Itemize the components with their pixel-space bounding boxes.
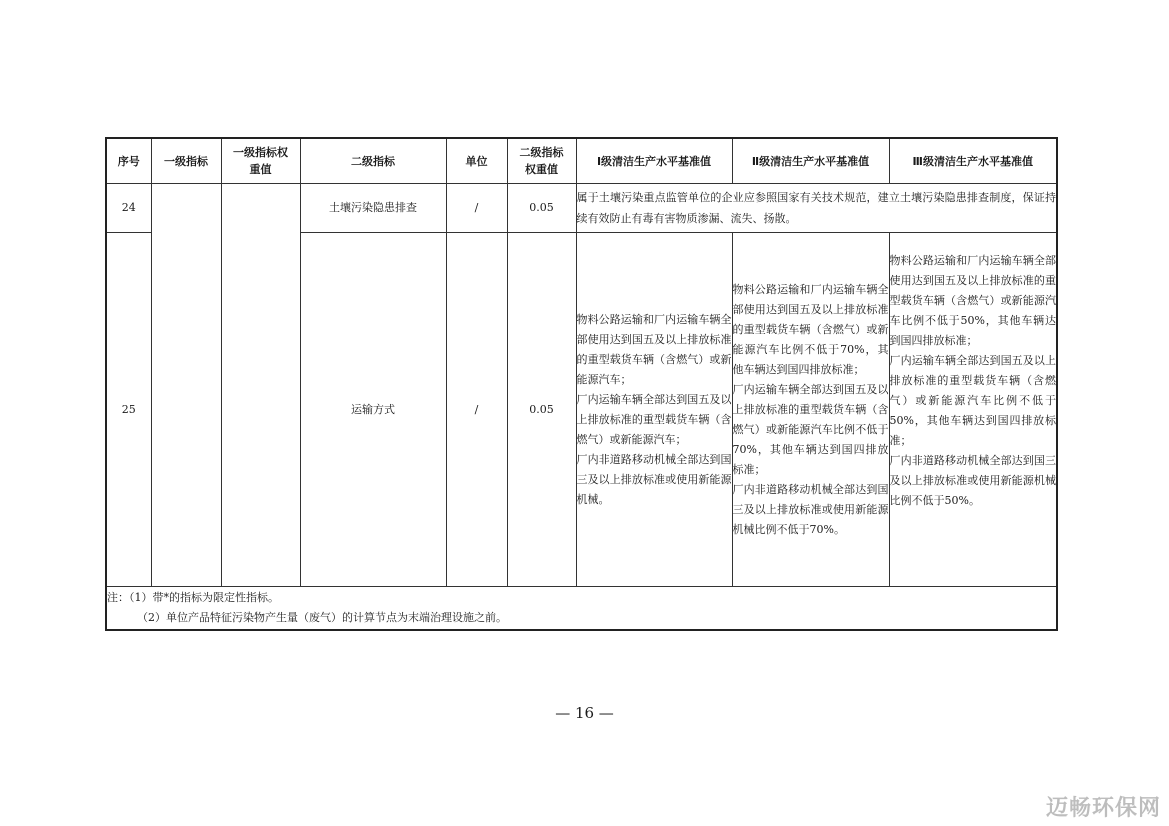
page-number: — 16 — [555,704,614,722]
header-level2: 二级指标 [300,138,446,184]
row-seq: 25 [106,233,151,587]
notes-row [106,587,1057,631]
row-level2: 运输方式 [300,233,446,587]
level1-weight-cell [221,184,300,587]
standards-table [105,137,1058,631]
note-line-2: （2）单位产品特征污染物产生量（废气）的计算节点为末端治理设施之前。 [137,611,507,624]
row-seq: 24 [106,184,151,233]
header-unit: 单位 [446,138,507,184]
header-level2-weight: 二级指标权重值 [507,138,576,184]
row-merged-criteria: 属于土壤污染重点监管单位的企业应参照国家有关技术规范，建立土壤污染隐患排查制度，保证持续有效防止有毒有害物质渗漏、流失、扬散。 [576,184,1057,233]
header-level1: 一级指标 [151,138,221,184]
table-notes [106,587,1057,631]
table-row [106,184,1057,233]
header-row [106,138,1057,184]
note-line-1: 注：（1）带*的指标为限定性指标。 [107,591,279,604]
row-unit: / [446,184,507,233]
row-weight: 0.05 [507,184,576,233]
row-grade1: 物料公路运输和厂内运输车辆全部使用达到国五及以上排放标准的重型载货车辆（含燃气）或新能源汽车； 厂内运输车辆全部达到国五及以上排放标准的重型载货车辆（含燃气）或新能源汽车； 厂内非道路移动机械全部达到国三及以上排放标准或使用新能源机械。 [576,233,732,587]
header-grade3: Ⅲ级清洁生产水平基准值 [889,138,1057,184]
header-grade2: Ⅱ级清洁生产水平基准值 [732,138,889,184]
row-grade3: 物料公路运输和厂内运输车辆全部使用达到国五及以上排放标准的重型载货车辆（含燃气）或新能源汽车比例不低于50%，其他车辆达到国四排放标准； 厂内运输车辆全部达到国五及以上排放标准的重型载货车辆（含燃气）或新能源汽车比例不低于50%，其他车辆达到国四排放标准； 厂内非道路移动机械全部达到国三及以上排放标准或使用新能源机械比例不低于50%。 [889,233,1057,587]
header-level1-weight: 一级指标权重值 [221,138,300,184]
row-weight: 0.05 [507,233,576,587]
row-grade2: 物料公路运输和厂内运输车辆全部使用达到国五及以上排放标准的重型载货车辆（含燃气）或新能源汽车比例不低于70%，其他车辆达到国四排放标准； 厂内运输车辆全部达到国五及以上排放标准的重型载货车辆（含燃气）或新能源汽车比例不低于70%，其他车辆达到国四排放标准； 厂内非道路移动机械全部达到国三及以上排放标准或使用新能源机械比例不低于70%。 [732,233,889,587]
row-level2: 土壤污染隐患排查 [300,184,446,233]
header-seq: 序号 [106,138,151,184]
row-unit: / [446,233,507,587]
header-grade1: Ⅰ级清洁生产水平基准值 [576,138,732,184]
watermark: 迈畅环保网 [1045,796,1161,821]
level1-cell [151,184,221,587]
